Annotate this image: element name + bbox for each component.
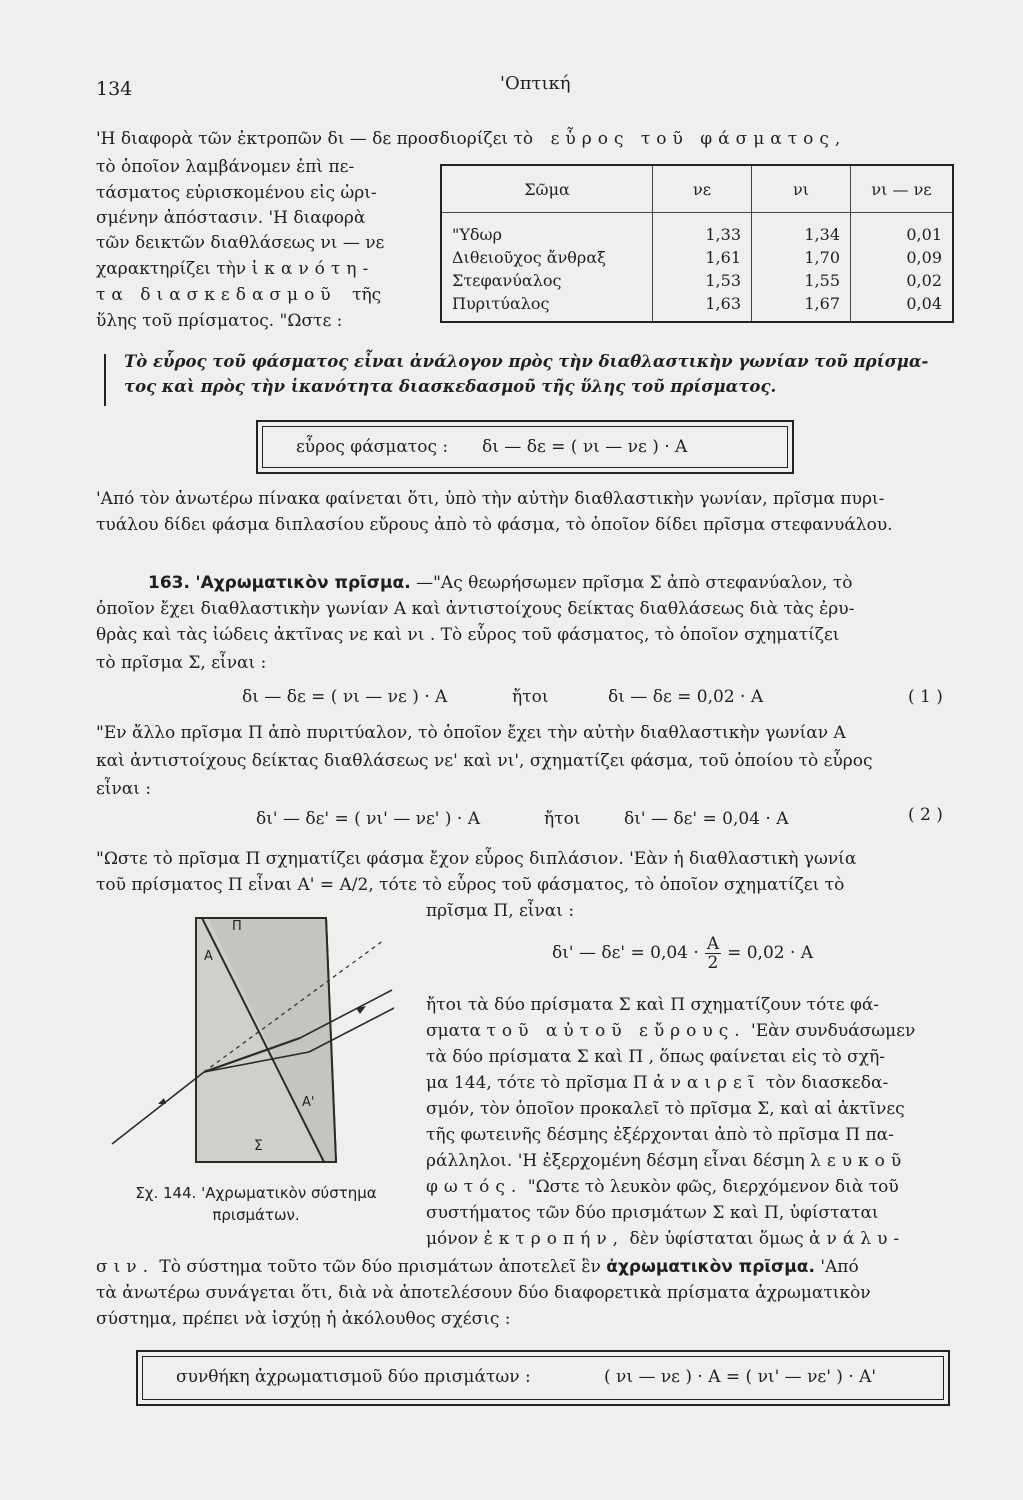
equation-3 [552,930,813,976]
intro-line-5: τῶν δεικτῶν διαθλάσεως νι — νε [96,233,385,253]
double-width-line-3: πρῖσμα Π, εἶναι : [426,901,575,921]
section-number: 163. [148,573,190,593]
intro-line-7 [96,284,381,307]
equation-3-right: = 0,02 · Α [727,942,814,963]
equation-3-left: δι' — δε' = 0,04 · [552,942,699,963]
closing-line-2: τὰ ἀνωτέρω συνάγεται ὅτι, διὰ νὰ ἀποτελέσουν δύο διαφορετικὰ πρίσματα ἀχρωματικὸν [96,1283,871,1303]
right-col-line-8 [426,1176,899,1199]
right-col-line-3: τὰ δύο πρίσματα Σ καὶ Π , ὅπως φαίνεται εἰς τὸ σχῆ- [426,1047,885,1067]
closing-line-1-b: 'Από [820,1257,859,1277]
intro-line-6-text: χαρακτηρίζει τὴν [96,259,247,279]
right-col-line-10 [426,1228,905,1251]
table-cell: 1,67 [752,292,851,322]
right-col-line-10-a: μόνον [426,1229,479,1249]
table-row [441,246,953,269]
incident-ray-arrow [158,1098,166,1104]
equation-1-left: δι — δε = ( νι — νε ) · Α [242,687,448,707]
page-number: 134 [96,78,133,100]
prism-pi-line-3: εἶναι : [96,779,152,799]
achromatism-condition-formula: ( νι — νε ) · Α = ( νι' — νε' ) · Α' [604,1367,877,1387]
right-col-line-1: ἤτοι τὰ δύο πρίσματα Σ καὶ Π σχηματίζουν τότε φά- [426,995,880,1015]
table-comment-line-2: τυάλου δίδει φάσμα διπλασίου εὔρους ἀπὸ τὸ φάσμα, τὸ ὁποῖον δίδει πρῖσμα στεφανυάλου. [96,515,893,535]
intro-line-1-text: 'Η διαφορὰ τῶν ἐκτροπῶν δι — δε προσδιορίζει τὸ [96,129,534,149]
figure-label-a-prime: Α' [302,1095,315,1110]
table-cell: 0,02 [851,269,954,292]
table-cell: 1,53 [653,269,752,292]
prism-pi-line-1: "Εν ἄλλο πρῖσμα Π ἀπὸ πυριτύαλον, τὸ ὁποῖον ἔχει τὴν αὐτὴν διαθλαστικὴν γωνίαν Α [96,723,846,743]
intro-line-1 [96,128,846,151]
right-col-line-4 [426,1072,888,1095]
table-cell: "Υδωρ [452,225,503,244]
right-col-line-8-spaced: φωτός. [426,1177,523,1197]
incident-ray [112,1072,204,1144]
table-cell: 0,01 [851,213,954,247]
table-header-difference: νι — νε [851,165,954,213]
figure-caption-line-2: πρισμάτων. [212,1206,300,1224]
table-cell: 1,63 [653,292,752,322]
table-cell: 0,04 [851,292,954,322]
table-cell: 1,55 [752,269,851,292]
rule-margin-bar [104,354,106,406]
figure-caption [96,1182,416,1226]
closing-line-1 [96,1256,859,1279]
rule-line-1: Τὸ εὗρος τοῦ φάσματος εἶναι ἀνάλογον πρὸς τὴν διαθλαστικὴν γωνίαν τοῦ πρίσμα- [124,352,929,371]
right-col-line-7-a: ράλληλοι. 'Η ἐξερχομένη δέσμη εἶναι δέσμη [426,1151,805,1171]
intro-line-8: ὕλης τοῦ πρίσματος. "Ωστε : [96,311,343,331]
table-header-n-violet: νι [752,165,851,213]
double-width-line-2: τοῦ πρίσματος Π εἶναι Α' = Α/2, τότε τὸ εὗρος τοῦ φάσματος, τὸ ὁποῖον σχηματίζει τὸ [96,875,845,895]
section-title: 'Αχρωματικὸν πρῖσμα. [195,573,411,593]
figure-label-sigma: Σ [254,1138,263,1154]
table-row [441,213,953,247]
intro-line-3: τάσματος εὑρισκομένου εἰς ὡρι- [96,183,377,203]
table-cell: 0,09 [851,246,954,269]
double-width-line-1: "Ωστε τὸ πρῖσμα Π σχηματίζει φάσμα ἔχον εὗρος διπλάσιον. 'Εὰν ἡ διαθλαστικὴ γωνία [96,849,857,869]
closing-line-1-spaced: σιν. [96,1257,155,1277]
spectrum-width-formula: δι — δε = ( νι — νε ) · Α [482,437,688,457]
intro-line-6-spaced: ἱκανότη- [251,259,375,279]
closing-line-3: σύστημα, πρέπει νὰ ἰσχύῃ ἡ ἀκόλουθος σχέσις : [96,1309,511,1329]
intro-line-4: σμένην ἀπόστασιν. 'Η διαφορὰ [96,208,366,228]
right-col-line-6: τῆς φωτεινῆς δέσμης ἐξέρχονται ἀπὸ τὸ πρῖσμα Π πα- [426,1125,894,1145]
fraction-denominator: 2 [707,952,719,973]
intro-line-7-text: τῆς [352,285,382,305]
table-header-n-red: νε [653,165,752,213]
right-col-line-10-b: δὲν ὑφίσταται ὅμως [629,1229,804,1249]
section-163-line-3: θρὰς καὶ τὰς ἰώδεις ἀκτῖνας νε καὶ νι . Τὸ εὗρος τοῦ φάσματος, τὸ ὁποῖον σχηματίζει [96,625,840,645]
table-cell: 1,61 [653,246,752,269]
table-cell: 1,70 [752,246,851,269]
intro-line-2: τὸ ὁποῖον λαμβάνομεν ἐπὶ πε- [96,157,355,177]
equation-1-connector: ἤτοι [512,687,549,707]
right-col-line-2 [426,1020,915,1043]
fraction-numerator: Α [706,933,720,954]
equation-2-connector: ἤτοι [544,809,581,829]
right-col-line-2-a: σματα [426,1021,482,1041]
right-col-line-4-spaced: ἀναιρεῖ [653,1073,761,1093]
right-col-line-10-spaced-2: ἀνάλυ- [809,1229,906,1249]
equation-1-number: ( 1 ) [908,687,943,707]
right-col-line-2-b: 'Εὰν συνδυάσωμεν [751,1021,916,1041]
section-163-line-4: τὸ πρῖσμα Σ, εἶναι : [96,653,267,673]
closing-line-1-a: Τὸ σύστημα τοῦτο τῶν δύο πρισμάτων ἀποτελεῖ ἓν [159,1257,601,1277]
intro-line-7-spaced: τα διασκεδασμοῦ [96,285,337,305]
table-cell: 1,34 [752,213,851,247]
table-header-body: Σῶμα [441,165,653,213]
right-col-line-2-spaced: τοῦ αὐτοῦ εὔρους. [486,1021,746,1041]
table-row [441,269,953,292]
figure-label-pi: Π [232,919,242,934]
section-163-line-2: ὁποῖον ἔχει διαθλαστικὴν γωνίαν Α καὶ ἀντιστοίχους δείκτας διαθλάσεως διὰ τὰς ἐρυ- [96,599,855,619]
table-row [441,292,953,322]
right-col-line-10-spaced: ἐκτροπήν, [483,1229,625,1249]
table-cell: Στεφανύαλος [452,271,562,290]
table-header-row [441,165,953,213]
spectrum-width-label: εὗρος φάσματος : [296,437,449,457]
table-cell: Πυριτύαλος [452,294,550,313]
equation-2-right: δι' — δε' = 0,04 · Α [624,809,789,829]
right-col-line-4-a: μα 144, τότε τὸ πρῖσμα Π [426,1073,648,1093]
right-col-line-7-spaced: λευκοῦ [810,1151,908,1171]
section-163-line-1 [148,572,852,595]
equation-2-left: δι' — δε' = ( νι' — νε' ) · Α [256,809,481,829]
right-col-line-9: συστήματος τῶν δύο πρισμάτων Σ καὶ Π, ὑφίσταται [426,1203,879,1223]
equation-3-fraction [705,935,721,972]
table-cell: 1,33 [653,213,752,247]
achromatic-prism-figure [104,910,394,1180]
running-title: 'Οπτική [500,73,571,94]
intro-line-1-spaced: εὗρος τοῦ φάσματος, [550,129,847,149]
achromatism-condition-label: συνθήκη ἀχρωματισμοῦ δύο πρισμάτων : [176,1367,531,1387]
figure-caption-line-1: Σχ. 144. 'Αχρωματικὸν σύστημα [135,1184,377,1202]
prism-pi-line-2: καὶ ἀντιστοίχους δείκτας διαθλάσεως νε' καὶ νι', σχηματίζει φάσμα, τοῦ ὁποίου τὸ εὗρος [96,751,873,771]
section-line-1-text: —"Ας θεωρήσωμεν πρῖσμα Σ ἀπὸ στεφανύαλον, τὸ [416,573,853,593]
right-col-line-4-b: τὸν διασκεδα- [765,1073,889,1093]
figure-label-a: Α [204,949,213,964]
rule-line-2: τος καὶ πρὸς τὴν ἱκανότητα διασκεδασμοῦ τῆς ὕλης τοῦ πρίσματος. [124,377,777,396]
table-comment-line-1: 'Από τὸν ἀνωτέρω πίνακα φαίνεται ὅτι, ὑπὸ τὴν αὐτὴν διαθλαστικὴν γωνίαν, πρῖσμα πυρι- [96,489,885,509]
right-col-line-5: σμόν, τὸν ὁποῖον προκαλεῖ τὸ πρῖσμα Σ, καὶ αἱ ἀκτῖνες [426,1099,905,1119]
table-cell: Διθειοῦχος ἄνθραξ [452,248,606,267]
equation-2-number: ( 2 ) [908,805,943,825]
right-col-line-8-b: "Ωστε τὸ λευκὸν φῶς, διερχόμενον διὰ τοῦ [527,1177,899,1197]
equation-1-right: δι — δε = 0,02 · Α [608,687,764,707]
right-col-line-7 [426,1150,907,1173]
refraction-index-table [440,164,954,323]
intro-line-6 [96,258,374,281]
achromatic-prism-term: ἀχρωματικὸν πρῖσμα. [606,1257,815,1277]
